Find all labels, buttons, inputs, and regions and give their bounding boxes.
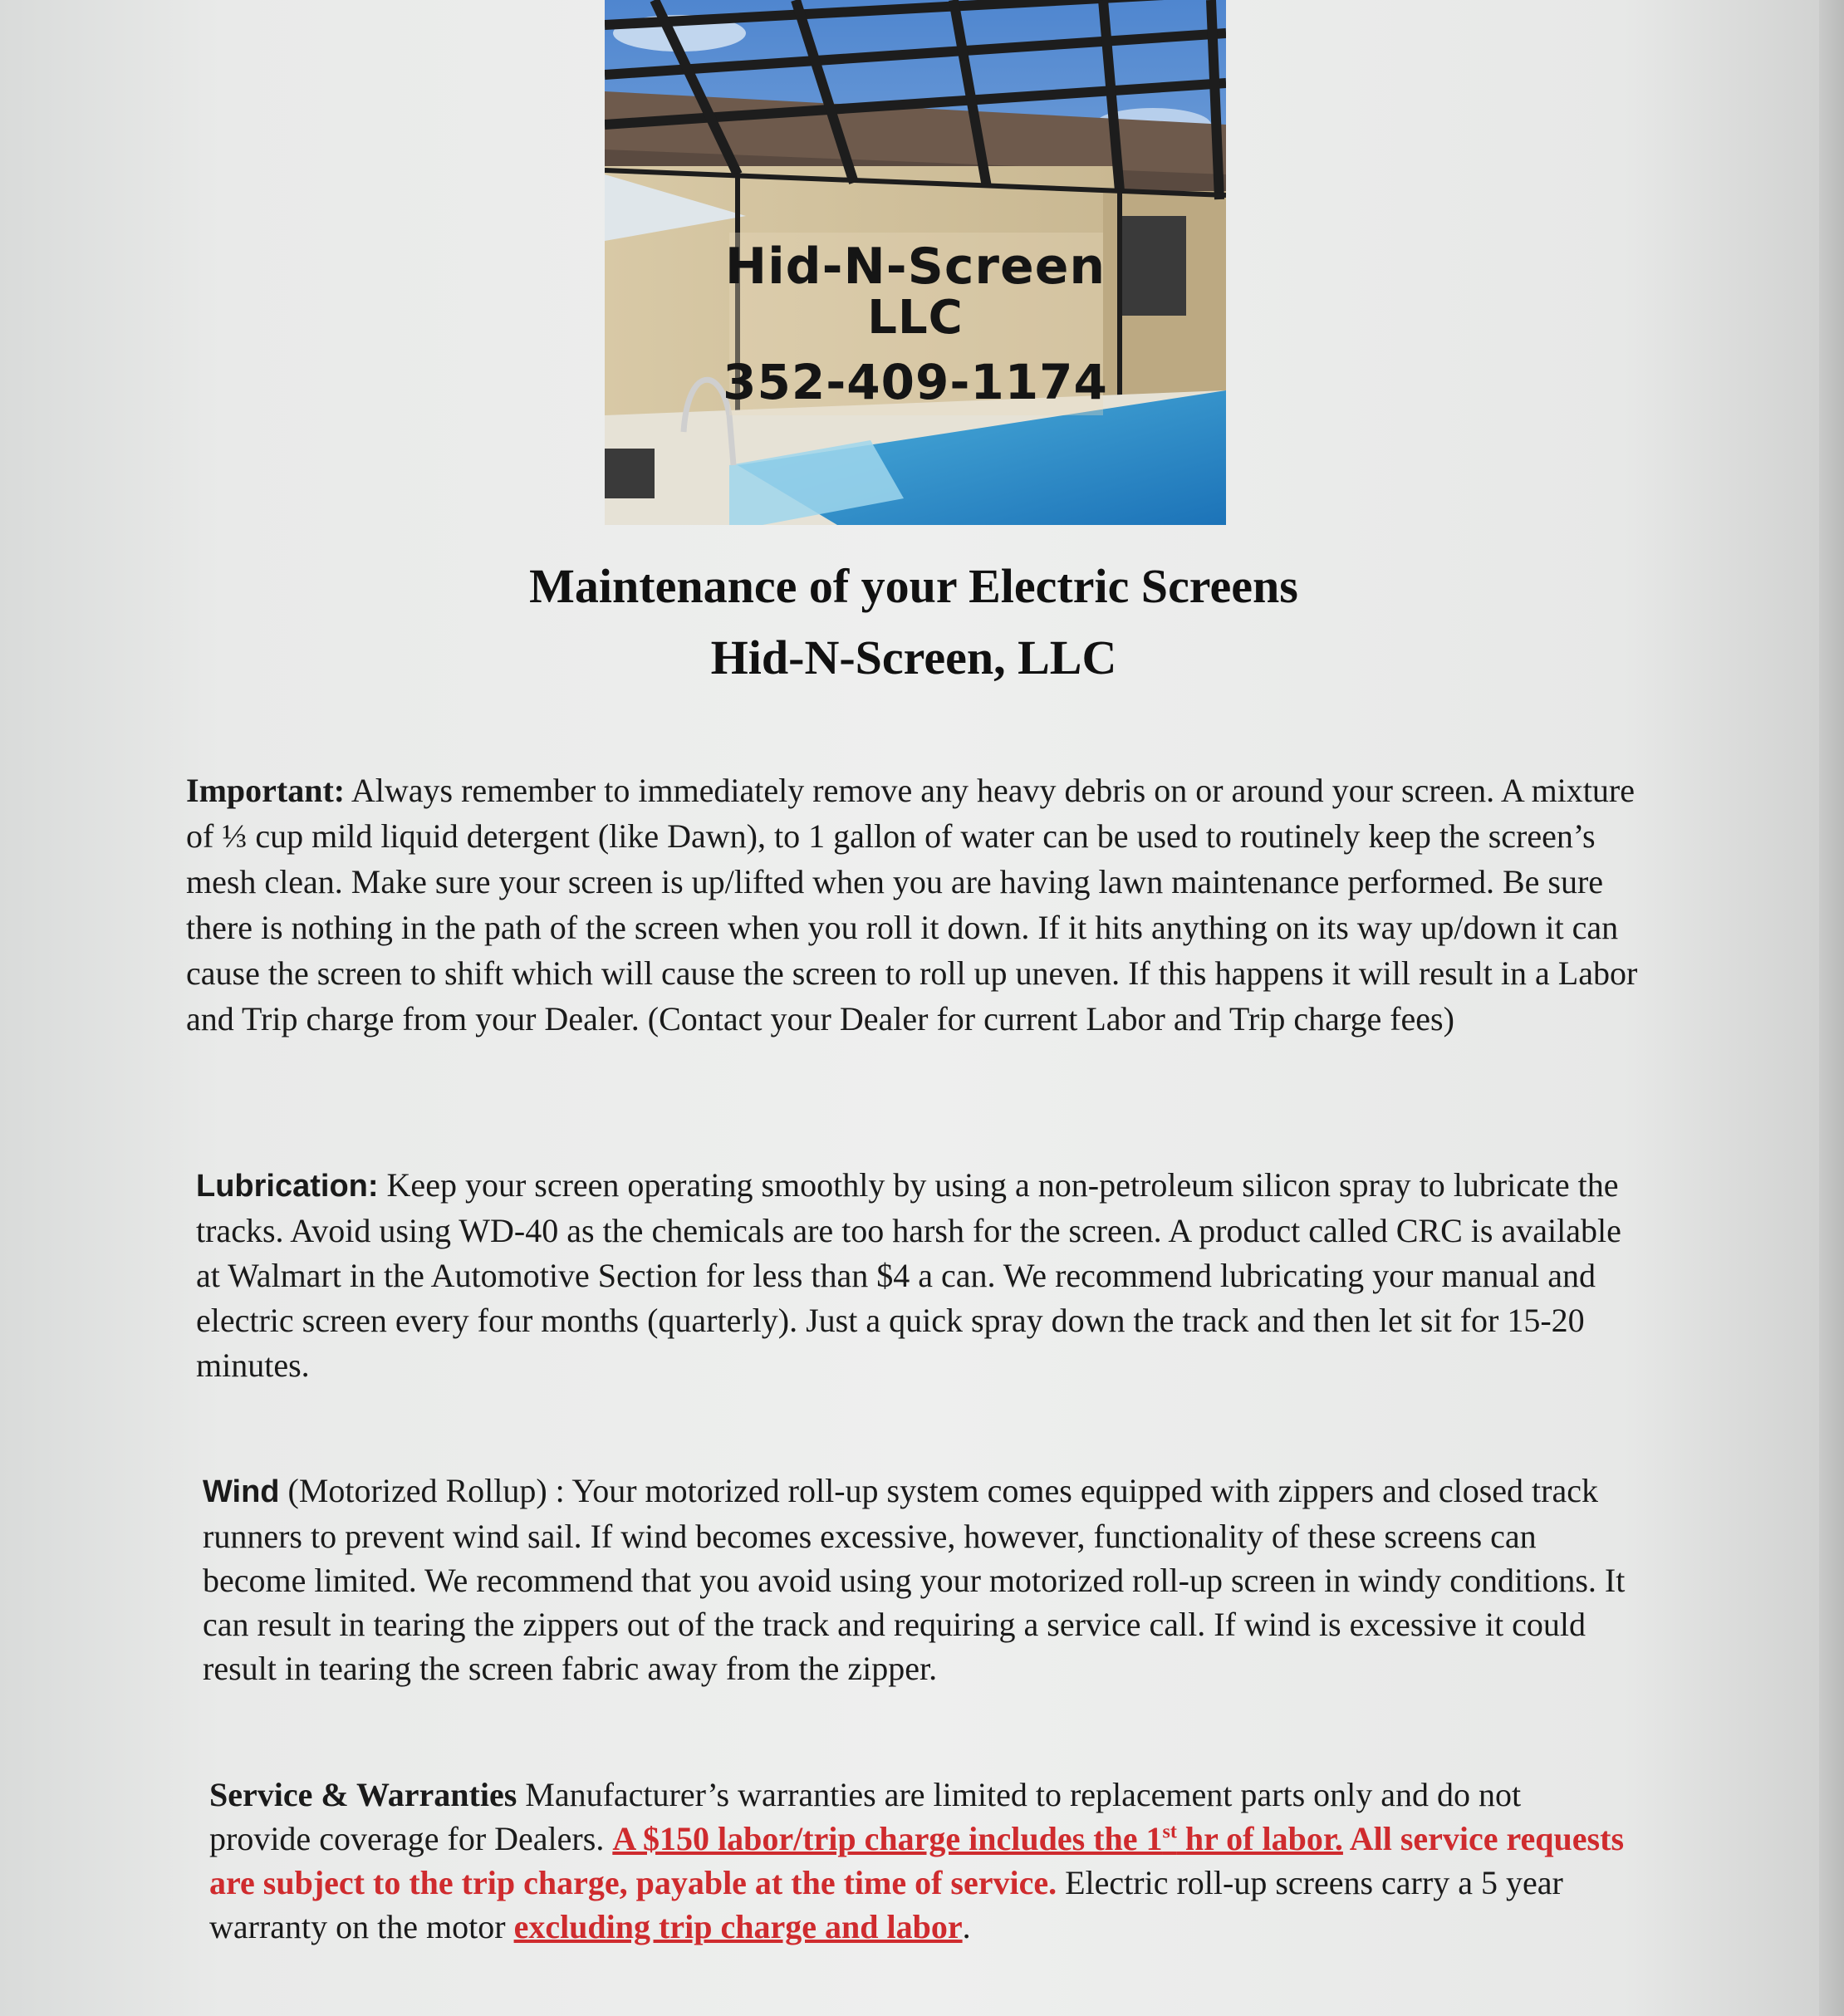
logo-company-name: Hid-N-Screen bbox=[724, 238, 1106, 296]
logo-phone-number: 352-409-1174 bbox=[723, 354, 1108, 410]
service-label: Service & Warranties bbox=[209, 1776, 517, 1813]
company-logo-photo bbox=[605, 0, 1226, 525]
labor-charge-sup: st bbox=[1162, 1821, 1177, 1843]
service-text-1: Manufacturer’s warranties are limited to replacement parts only and do not provide coverage for Dealers. bbox=[209, 1776, 1522, 1857]
labor-charge-text: A $150 labor/trip charge includes the 1 bbox=[612, 1820, 1163, 1857]
important-label: Important: bbox=[186, 772, 346, 809]
document-title: Maintenance of your Electric Screens bbox=[529, 559, 1298, 613]
important-text: Always remember to immediately remove any heavy debris on or around your screen. A mixture of ⅓ cup mild liquid detergent (like Dawn), to 1 gallon of water can be used to routinely keep the screen’s mesh clean. Make sure your screen is up/lifted when you are having lawn maintenance performed. Be sure there is nothing in the path of the screen when you roll it down. If it hits anything on its way up/down it can cause the screen to shift which will cause the screen to roll up uneven. If this happens it will result in a Labor and Trip charge from your Dealer. (Contact your Dealer for current Labor and Trip charge fees) bbox=[186, 772, 1638, 1037]
lubrication-label: Lubrication: bbox=[196, 1169, 379, 1204]
labor-charge-end: hr of labor. bbox=[1176, 1820, 1343, 1857]
lubrication-text: Keep your screen operating smoothly by using a non-petroleum silicon spray to lubricate the tracks. Avoid using WD-40 as the chemicals are too harsh for the screen. A product called CRC is available at Walmart in the Automotive Section for less than $4 a can. We recommend lubricating your manual and electric screen every four months (quarterly). Just a quick spray down the track and then let sit for 15-20 minutes. bbox=[196, 1166, 1621, 1384]
section-wind bbox=[203, 1469, 1640, 1690]
document-subtitle: Hid-N-Screen, LLC bbox=[710, 630, 1117, 684]
wind-text: (Motorized Rollup) : Your motorized roll-up system comes equipped with zippers and closed track runners to prevent wind sail. If wind becomes excessive, however, functionality of these screens can become limited. We recommend that you avoid using your motorized roll-up screen in windy conditions. It can result in tearing the zippers out of the track and requiring a service call. If wind is excessive it could result in tearing the screen fabric away from the zipper. bbox=[203, 1472, 1626, 1687]
service-text-3: . bbox=[962, 1908, 971, 1945]
wind-label: Wind bbox=[203, 1474, 280, 1509]
section-lubrication bbox=[196, 1163, 1650, 1388]
logo-llc: LLC bbox=[867, 291, 964, 345]
service-trip-charge-note: All service requests are subject to the trip charge, payable at the time of service. bbox=[209, 1820, 1625, 1901]
monitor-bezel bbox=[1819, 0, 1844, 2016]
section-important bbox=[186, 768, 1656, 1042]
service-text-2: Electric roll-up screens carry a 5 year warranty on the motor bbox=[209, 1864, 1563, 1945]
service-labor-charge bbox=[612, 1820, 1343, 1857]
service-exclusion: excluding trip charge and labor bbox=[513, 1908, 963, 1945]
section-service-warranties bbox=[209, 1773, 1630, 1949]
